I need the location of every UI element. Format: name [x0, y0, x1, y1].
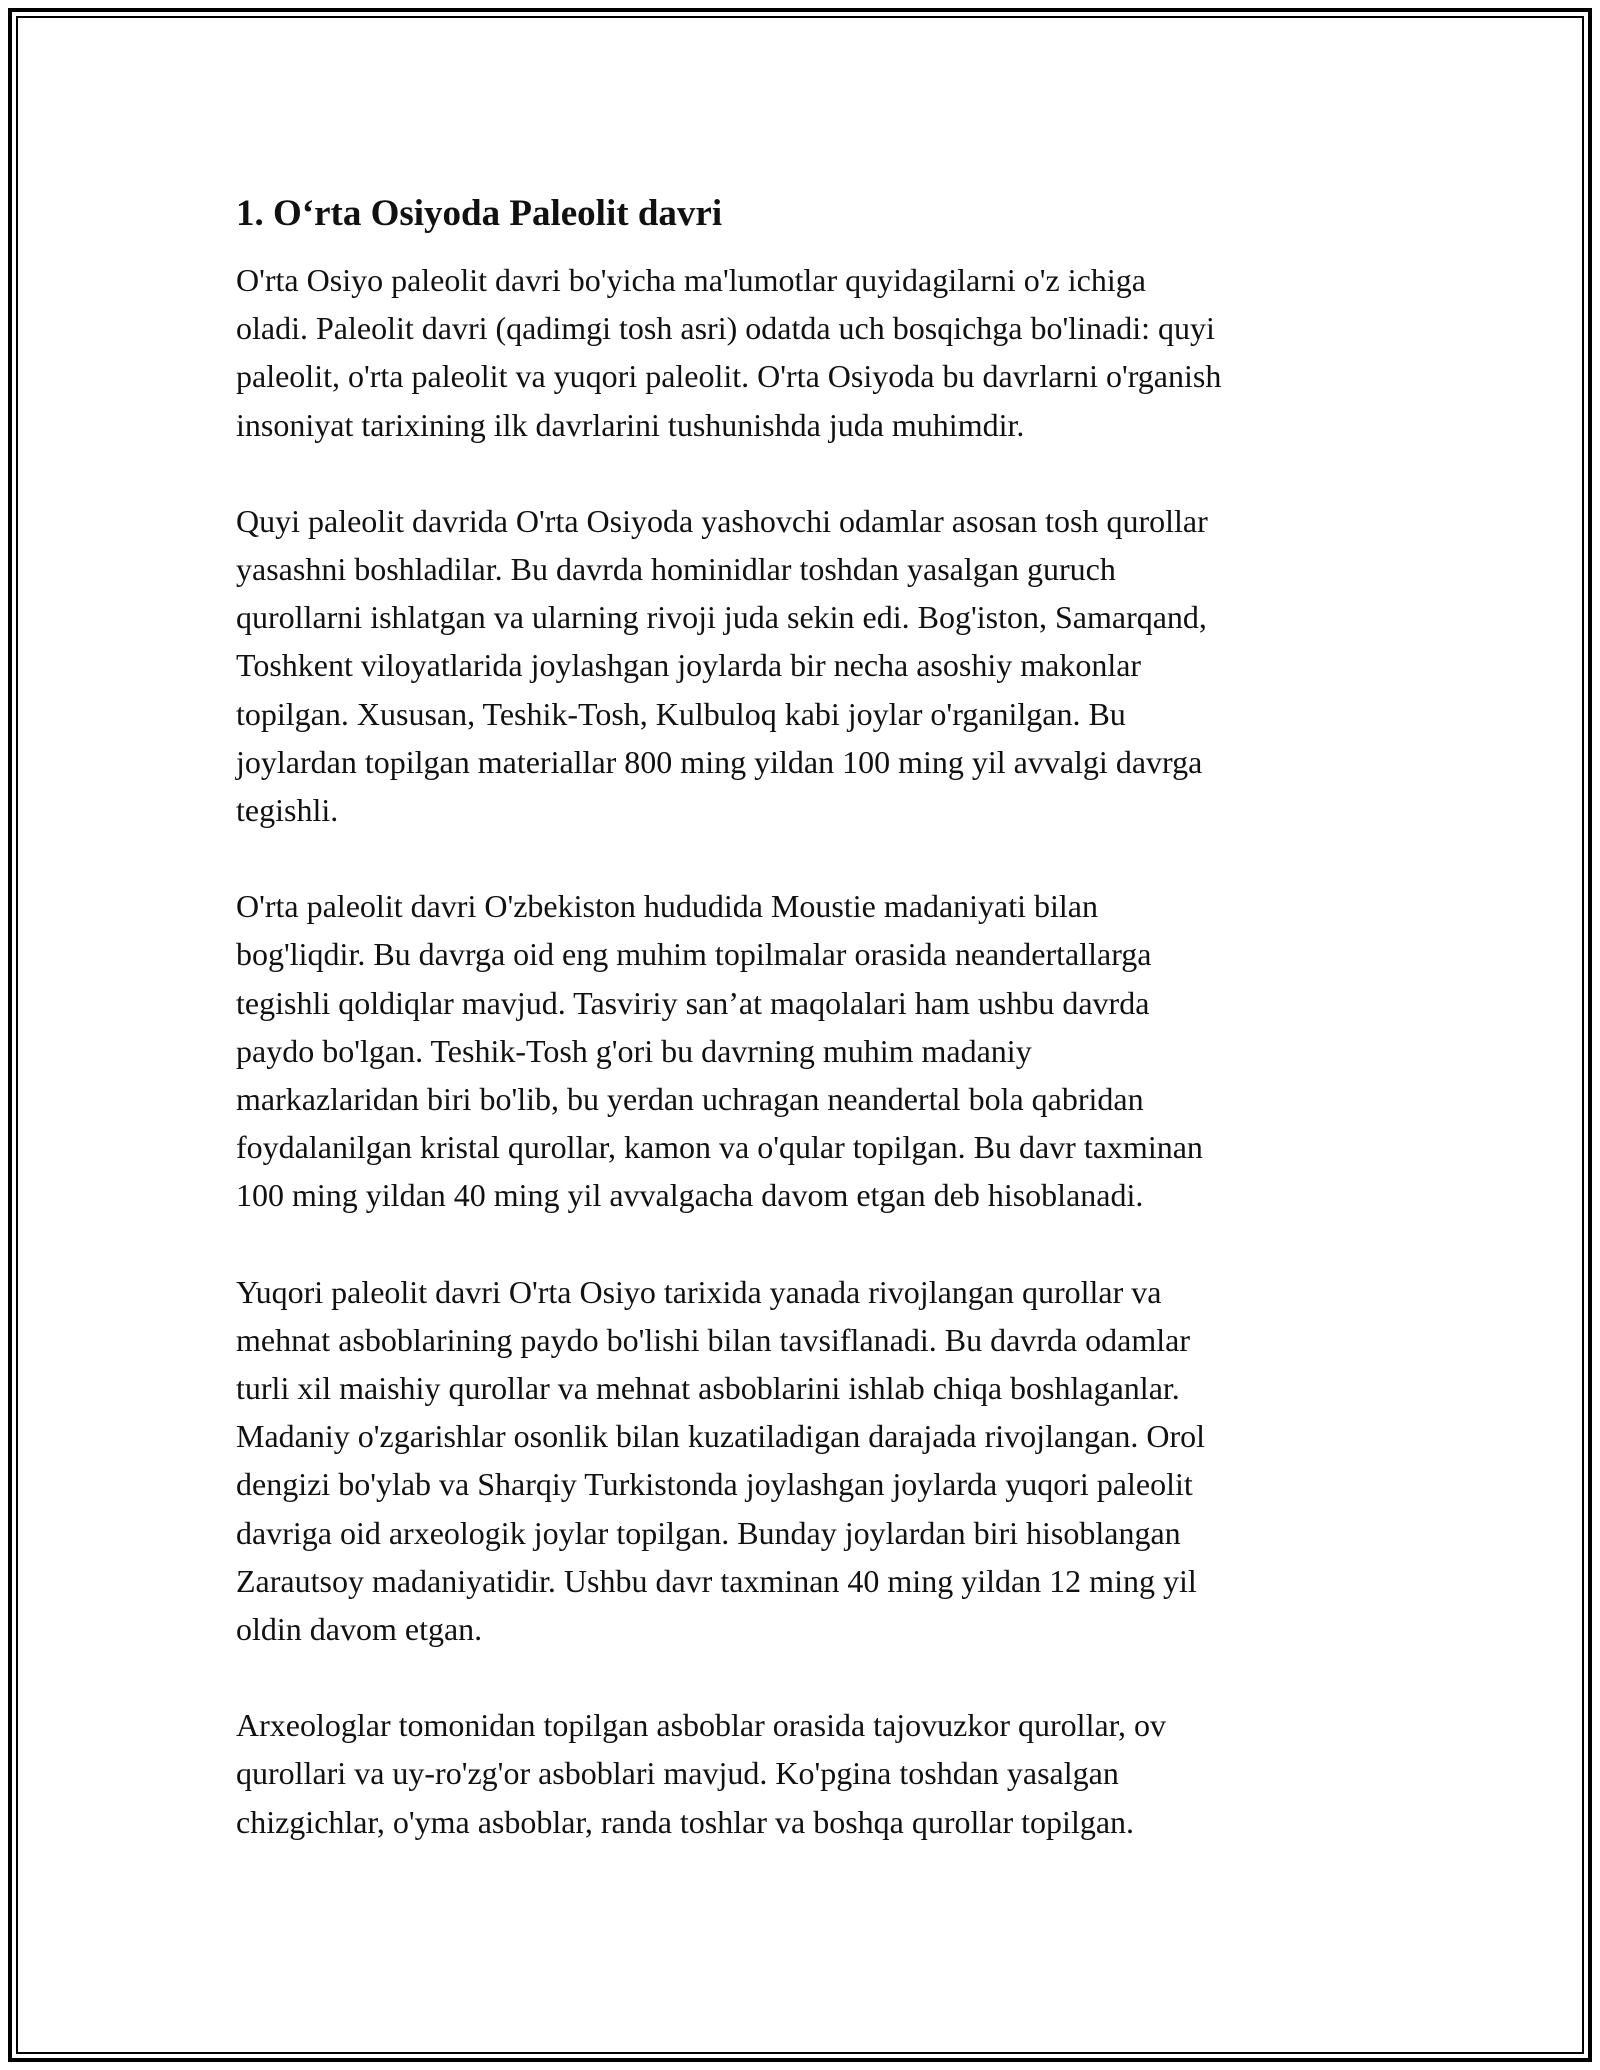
page-title: 1. O‘rta Osiyoda Paleolit davri [236, 193, 723, 234]
paragraph-lower-paleolithic: Quyi paleolit davrida O'rta Osiyoda yashovchi odamlar asosan tosh qurollar yasashni boshladilar. Bu davrda hominidlar toshdan yasalgan guruch qurollarni ishlatgan va ularning rivoji juda sekin edi. Bog'iston, Samarqand, Toshkent viloyatlarida joylashgan joylarda bir necha asoshiy makonlar topilgan. Xususan, Teshik-Tosh, Kulbuloq kabi joylar o'rganilgan. Bu joylardan topilgan materiallar 800 ming yildan 100 ming yil avvalgi davrga tegishli. [236, 502, 1208, 829]
document-body [236, 190, 1376, 1894]
paragraph-middle-paleolithic: O'rta paleolit davri O'zbekiston hududida Moustie madaniyati bilan bog'liqdir. Bu davrga oid eng muhim topilmalar orasida neandertallarga tegishli qoldiqlar mavjud. Tasviriy san’at maqolalari ham ushbu davrda paydo bo'lgan. Teshik-Tosh g'ori bu davrning muhim madaniy markazlaridan biri bo'lib, bu yerdan uchragan neandertal bola qabridan foydalanilgan kristal qurollar, kamon va o'qular topilgan. Bu davr taxminan 100 ming yildan 40 ming yil avvalgacha davom etgan deb hisoblanadi. [236, 888, 1203, 1214]
paragraph-upper-paleolithic: Yuqori paleolit davri O'rta Osiyo tarixida yanada rivojlangan qurollar va mehnat asboblarining paydo bo'lishi bilan tavsiflanadi. Bu davrda odamlar turli xil maishiy qurollar va mehnat asboblarini ishlab chiqa boshlaganlar. Madaniy o'zgarishlar osonlik bilan kuzatiladigan darajada rivojlangan. Orol dengizi bo'ylab va Sharqiy Turkistonda joylashgan joylarda yuqori paleolit davriga oid arxeologik joylar topilgan. Bunday joylardan biri hisoblangan Zarautsoy madaniyatidir. Ushbu davr taxminan 40 ming yildan 12 ming yil oldin davom etgan. [236, 1273, 1206, 1648]
paragraph-tools: Arxeologlar tomonidan topilgan asboblar orasida tajovuzkor qurollar, ov qurollari va uy-ro'zg'or asboblari mavjud. Ko'pgina toshdan yasalgan chizgichlar, o'yma asboblar, randa toshlar va boshqa qurollar topilgan. [236, 1707, 1167, 1840]
paragraph-intro: O'rta Osiyo paleolit davri bo'yicha ma'lumotlar quyidagilarni o'z ichiga oladi. Paleolit davri (qadimgi tosh asri) odatda uch bosqichga bo'linadi: quyi paleolit, o'rta paleolit va yuqori paleolit. O'rta Osiyoda bu davrlarni o'rganish insoniyat tarixining ilk davrlarini tushunishda juda muhimdir. [236, 262, 1222, 443]
